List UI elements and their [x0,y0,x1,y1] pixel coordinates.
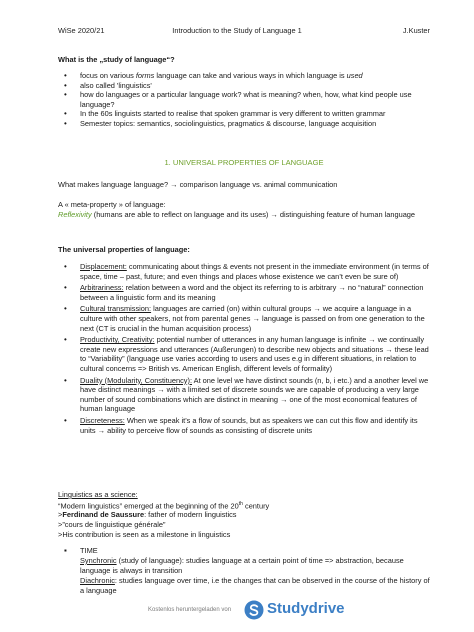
property-item: • Cultural transmission: languages are carried (on) within cultural groups → we acquire a language in a culture with other speakers, not from parental genes → language is passed on from one generation to the next (CT is crucial in the human acquisition process) [58,304,430,333]
property-item: • Duality (Modularity, Constituency): At one level we have distinct sounds (n, b, i etc.) and a another level we have distinct meanings → with a limited set of discrete sounds we are capable of producing a very large number of sound combinations which are distinct in meaning → one of the most economical features of human language [58,376,430,414]
download-credit: Kostenlos heruntergeladen von [148,607,232,613]
reflexivity-line: Reflexivity (humans are able to reflect on language and its uses) → distinguishing feature of human language [58,210,416,219]
reflexivity-term: Reflexivity [58,210,92,219]
intro-item: • focus on various forms language can take and various ways in which language is used [58,71,430,81]
section-title: 1. UNIVERSAL PROPERTIES OF LANGUAGE [164,158,324,167]
linguistics-line: >Ferdinand de Saussure: father of modern linguistics [58,510,237,519]
synchronic-definition: Synchronic (study of language): studies language at a certain point of time => abstraction, because language is always in transition [80,556,404,575]
universal-list [58,262,430,435]
header-author: J.Kuster [402,26,430,35]
meta-property-intro: A « meta-property » of language: [58,200,166,209]
time-list [58,546,430,556]
header-semester: WiSe 2020/21 [58,26,105,35]
property-item: • Arbitrariness: relation between a word and the object its referring to is arbitrary → no “natural” connection between a linguistic form and its meaning [58,283,430,302]
linguistics-line: >His contribution is seen as a milestone in linguistics [58,530,231,539]
property-item: • Displacement: communicating about things & events not present in the immediate environment (in terms of space, time – past, future; and even things and places whose existence we can’t even be sure of) [58,262,430,281]
universal-heading: The universal properties of language: [58,245,190,254]
property-item: • Productivity, Creativity: potential number of utterances in any human language is infinite → we continually create new expressions and utterances (Außerungen) to describe new objects and situations → these lead to “Variability” (language use varies according to users and uses e.g in different situations, in relation to cultural concerns => British vs. American English, different levels of formality) [58,335,430,373]
linguistics-line: “Modern linguistics” emerged at the beginning of the 20th century [58,501,270,511]
linguistics-line: >”cours de linguistique générale” [58,520,166,529]
intro-list [58,71,430,129]
property-item: • Discreteness: When we speak it’s a flow of sounds, but as speakers we can cut this flow and identify its units → ability to perceive flow of sounds as consisting of discrete units [58,416,430,435]
intro-item: • how do languages or a particular language work? what is meaning? when, how, what kind people use language? [58,90,430,109]
studydrive-logo-icon [244,600,264,620]
intro-item: • Semester topics: semantics, sociolinguistics, pragmatics & discourse, language acquisition [58,119,430,129]
time-item: ▪ TIME [58,546,430,556]
download-footer [0,598,474,622]
intro-item: • In the 60s linguists started to realise that spoken grammar is very different to written grammar [58,109,430,119]
linguistics-heading: Linguistics as a science: [58,490,138,499]
studydrive-brand[interactable]: Studydrive [267,600,345,617]
intro-heading: What is the „study of language“? [58,55,175,64]
header-course-title: Introduction to the Study of Language 1 [172,26,302,35]
diachronic-definition: Diachronic: studies language over time, i.e the changes that can be observed in the course of the history of a language [80,576,430,595]
intro-item: • also called 'linguistics' [58,81,430,91]
section-question: What makes language language? → comparison language vs. animal communication [58,180,338,189]
